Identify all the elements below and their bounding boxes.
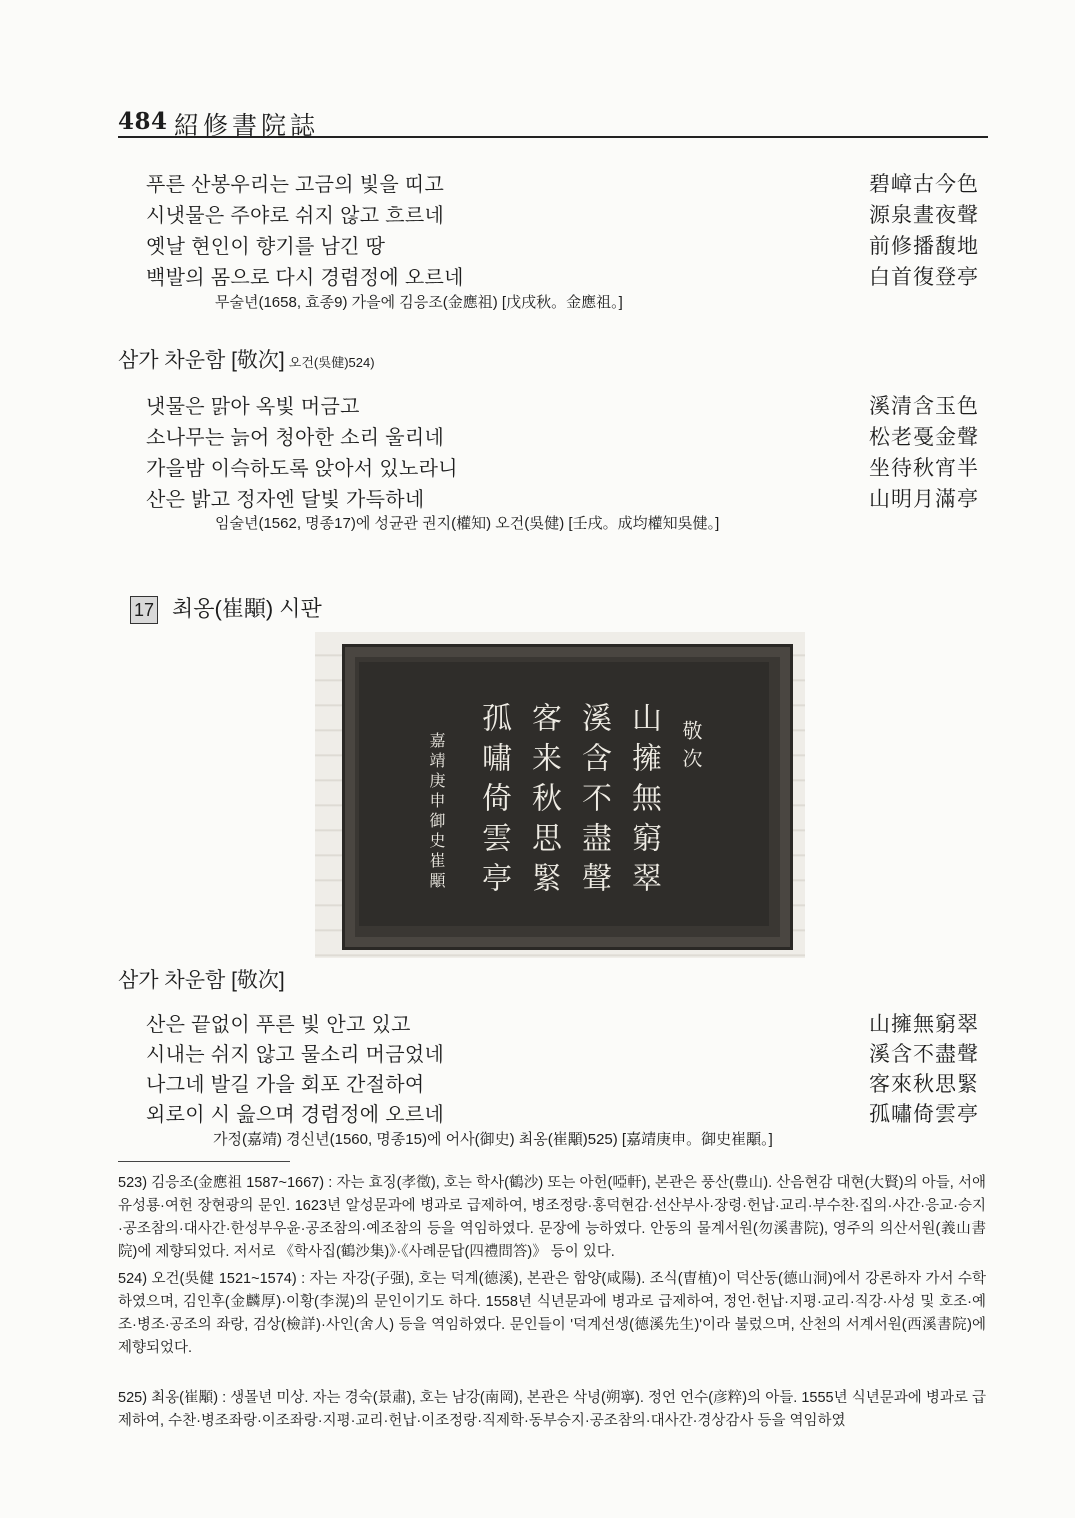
- item-number-box: 17: [130, 596, 158, 624]
- page-number: 484: [118, 108, 168, 135]
- plaque-title: 敬次: [679, 720, 703, 776]
- poem3-korean-line: 외로이 시 읊으며 경렴정에 오르네: [146, 1104, 445, 1126]
- poem2-chinese-line: 山明月滿亭: [869, 487, 979, 511]
- poem3-attribution: 가정(嘉靖) 경신년(1560, 명종15)에 어사(御史) 최옹(崔顒)525) [嘉靖庚申。御史崔顒。]: [213, 1131, 773, 1148]
- plaque-column: 山擁無窮翠: [626, 702, 661, 902]
- poem2-attribution: 임술년(1562, 명종17)에 성균관 권지(權知) 오건(吳健) [壬戌。成均權知吳健。]: [215, 515, 720, 532]
- poem2-chinese-line: 溪清含玉色: [869, 394, 979, 418]
- section3-heading: 삼가 차운함 [敬次]: [118, 969, 285, 992]
- poem1-korean-line: 옛날 현인이 향기를 남긴 땅: [146, 236, 386, 258]
- book-title: 紹修書院誌: [174, 111, 320, 140]
- poem3-korean-line: 산은 끝없이 푸른 빛 안고 있고: [146, 1014, 411, 1036]
- poem1-korean-line: 백발의 몸으로 다시 경렴정에 오르네: [146, 267, 464, 289]
- poem1-korean-line: 시냇물은 주야로 쉬지 않고 흐르네: [146, 205, 445, 227]
- section2-author: 오건(吳健)524): [288, 355, 375, 370]
- poem2-korean-line: 가을밤 이슥하도록 앉아서 있노라니: [146, 458, 458, 480]
- poem2-chinese-line: 松老戞金聲: [869, 425, 979, 449]
- plaque-inscription-area: [359, 662, 769, 926]
- poem1-korean-line: 푸른 산봉우리는 고금의 빛을 띠고: [146, 174, 445, 196]
- poem3-korean-line: 나그네 발길 가을 회포 간절하여: [146, 1074, 425, 1096]
- plaque-column: 溪含不盡聲: [576, 702, 611, 902]
- poem1-chinese-line: 白首復登亭: [869, 265, 979, 289]
- footnote-524: 524) 오건(吳健 1521~1574) : 자는 자강(子强), 호는 덕계(德溪), 본관은 함양(咸陽). 조식(曺植)이 덕산동(德山洞)에서 강론하자 가서 수학하였으며, 김인후(金麟厚)·이황(李滉)의 문인이기도 하다. 1558년 식년문과에 병과로 급제하여, 정언·헌납·지평·교리·직강·사성 및 호조·예조·병조·공조의 좌랑, 검상(檢詳)·사인(舍人) 등을 역임하였다. 문인들이 '덕계선생(德溪先生)'이라 불렀으며, 산천의 서계서원(西溪書院)에 제향되었다.: [118, 1271, 986, 1356]
- header-rule: [118, 136, 988, 138]
- plaque-column: 客来秋思緊: [526, 702, 561, 902]
- poem2-korean-line: 냇물은 맑아 옥빛 머금고: [146, 396, 360, 418]
- poem1-chinese-line: 碧嶂古今色: [869, 172, 979, 196]
- plaque-photo: [315, 632, 805, 958]
- poem3-chinese-line: 客來秋思緊: [869, 1072, 979, 1096]
- poem2-chinese-line: 坐待秋宵半: [869, 456, 979, 480]
- footnote-525: 525) 최옹(崔顒) : 생몰년 미상. 자는 경숙(景肅), 호는 남강(南岡), 본관은 삭녕(朔寧). 정언 언수(彦粹)의 아들. 1555년 식년문과에 병과로 급제하여, 수찬·병조좌랑·이조좌랑·지평·교리·헌납·이조정랑·직제학·동부승지·공조참의·대사간·경상감사 등을 역임하였: [118, 1390, 986, 1429]
- item17-title: 최옹(崔顒) 시판: [172, 596, 322, 621]
- section2-title: 삼가 차운함 [敬次]: [118, 349, 285, 372]
- plaque-column: 孤嘯倚雲亭: [476, 702, 511, 902]
- poem3-chinese-line: 溪含不盡聲: [869, 1042, 979, 1066]
- poem3-korean-line: 시내는 쉬지 않고 물소리 머금었네: [146, 1044, 445, 1066]
- poem2-korean-line: 산은 밝고 정자엔 달빛 가득하네: [146, 489, 425, 511]
- poem1-attribution: 무술년(1658, 효종9) 가을에 김응조(金應祖) [戊戌秋。金應祖。]: [215, 294, 623, 311]
- poem3-chinese-line: 孤嘯倚雲亭: [869, 1102, 979, 1126]
- page-header: [118, 104, 988, 138]
- poem2-korean-line: 소나무는 늙어 청아한 소리 울리네: [146, 427, 445, 449]
- footnote-rule: [118, 1161, 290, 1162]
- item17-heading: [130, 592, 322, 624]
- poem1-chinese-line: 前修播馥地: [869, 234, 979, 258]
- footnote-523: 523) 김응조(金應祖 1587~1667) : 자는 효징(孝徵), 호는 학사(鶴沙) 또는 아헌(啞軒), 본관은 풍산(豊山). 산음현감 대현(大賢)의 아들, 서애 유성룡·여헌 장현광의 문인. 1623년 알성문과에 병과로 급제하여, 병조정랑·홍덕현감·선산부사·장령·헌납·교리·부수찬·집의·사간·응교·승지·공조참의·대사간·한성부우윤·공조참의·예조참의 등을 역임하였다. 문장에 능하였다. 안동의 물계서원(勿溪書院), 영주의 의산서원(義山書院)에 제향되었다. 저서로 《학사집(鶴沙集)》·《사례문답(四禮問答)》 등이 있다.: [118, 1175, 986, 1260]
- plaque-signature: 嘉靖庚申御史崔顒: [427, 732, 446, 892]
- poem3-chinese-line: 山擁無窮翠: [869, 1012, 979, 1036]
- section2-heading: [118, 344, 375, 374]
- poem1-chinese-line: 源泉晝夜聲: [869, 203, 979, 227]
